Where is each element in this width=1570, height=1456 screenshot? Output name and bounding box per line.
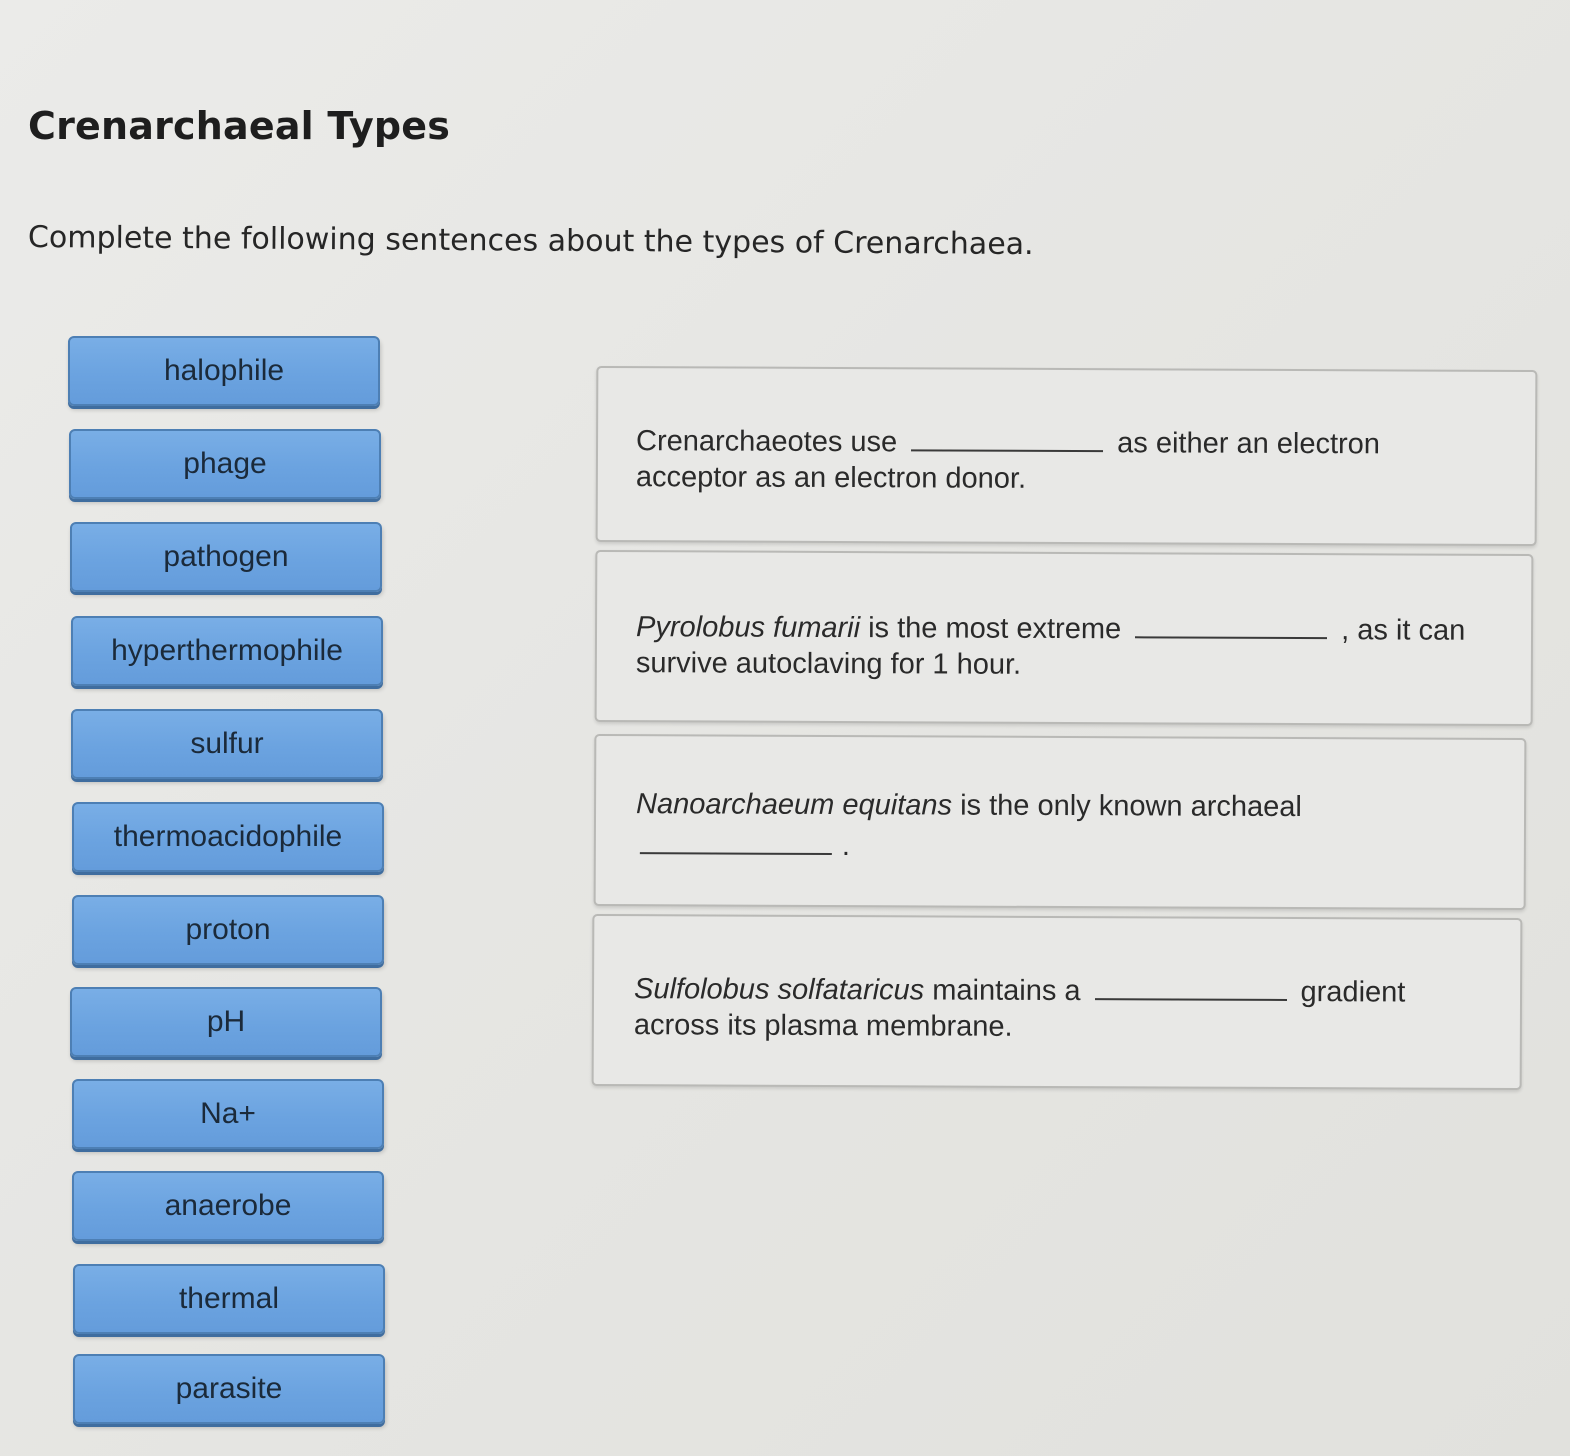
draggable-chip-pathogen[interactable]: pathogen	[70, 522, 382, 592]
drop-zone-sentence-1[interactable]	[596, 366, 1538, 546]
drop-zone-sentence-2[interactable]	[595, 550, 1534, 726]
drop-zone-sentence-3[interactable]	[594, 734, 1527, 910]
sentence-4-after: gradient	[1300, 976, 1406, 1009]
sentence-4-blank[interactable]	[1095, 968, 1287, 1001]
draggable-chip-parasite[interactable]: parasite	[73, 1354, 385, 1424]
sentence-4-line2: across its plasma membrane.	[633, 1009, 1013, 1043]
sentence-3-before: is the only known archaeal	[951, 789, 1302, 824]
draggable-chip-thermoacidophile[interactable]: thermoacidophile	[72, 802, 384, 872]
draggable-chip-thermal[interactable]: thermal	[73, 1264, 385, 1334]
draggable-chip-hyperthermophile[interactable]: hyperthermophile	[71, 616, 383, 686]
drop-zone-sentence-4[interactable]	[592, 914, 1523, 1090]
sentence-3-text	[636, 786, 1302, 866]
sentence-4-species: Sulfolobus solfataricus	[633, 973, 925, 1007]
sentence-3-after: .	[841, 830, 851, 863]
sentence-1-blank[interactable]	[911, 419, 1103, 452]
sentence-2-line2: survive autoclaving for 1 hour.	[635, 647, 1022, 681]
sentence-1-line2: acceptor as an electron donor.	[635, 461, 1027, 495]
sentence-3-blank[interactable]	[640, 822, 832, 855]
sentence-2-after: , as it can	[1341, 614, 1466, 647]
sentence-2-before: is the most extreme	[860, 612, 1122, 646]
draggable-chip-phage[interactable]: phage	[69, 429, 381, 499]
draggable-chip-na-plus[interactable]: Na+	[72, 1079, 384, 1149]
sentence-1-before: Crenarchaeotes use	[635, 425, 898, 459]
draggable-chip-ph[interactable]: pH	[70, 987, 382, 1057]
sentence-4-before: maintains a	[924, 974, 1081, 1008]
draggable-chip-anaerobe[interactable]: anaerobe	[72, 1171, 384, 1241]
draggable-chip-halophile[interactable]: halophile	[68, 336, 380, 406]
draggable-chip-sulfur[interactable]: sulfur	[71, 709, 383, 779]
page-title: Crenarchaeal Types	[28, 104, 451, 148]
instructions-text: Complete the following sentences about the types of Crenarchaea.	[27, 220, 1034, 263]
sentence-2-blank[interactable]	[1135, 606, 1327, 639]
draggable-chip-proton[interactable]: proton	[72, 895, 384, 965]
sentence-2-text	[636, 604, 1466, 685]
sentence-1-text	[636, 418, 1380, 498]
sentence-4-text	[634, 966, 1406, 1046]
sentence-1-after: as either an electron	[1117, 427, 1381, 461]
sentence-2-species: Pyrolobus fumarii	[635, 611, 861, 645]
sentence-3-species: Nanoarchaeum equitans	[636, 788, 953, 822]
